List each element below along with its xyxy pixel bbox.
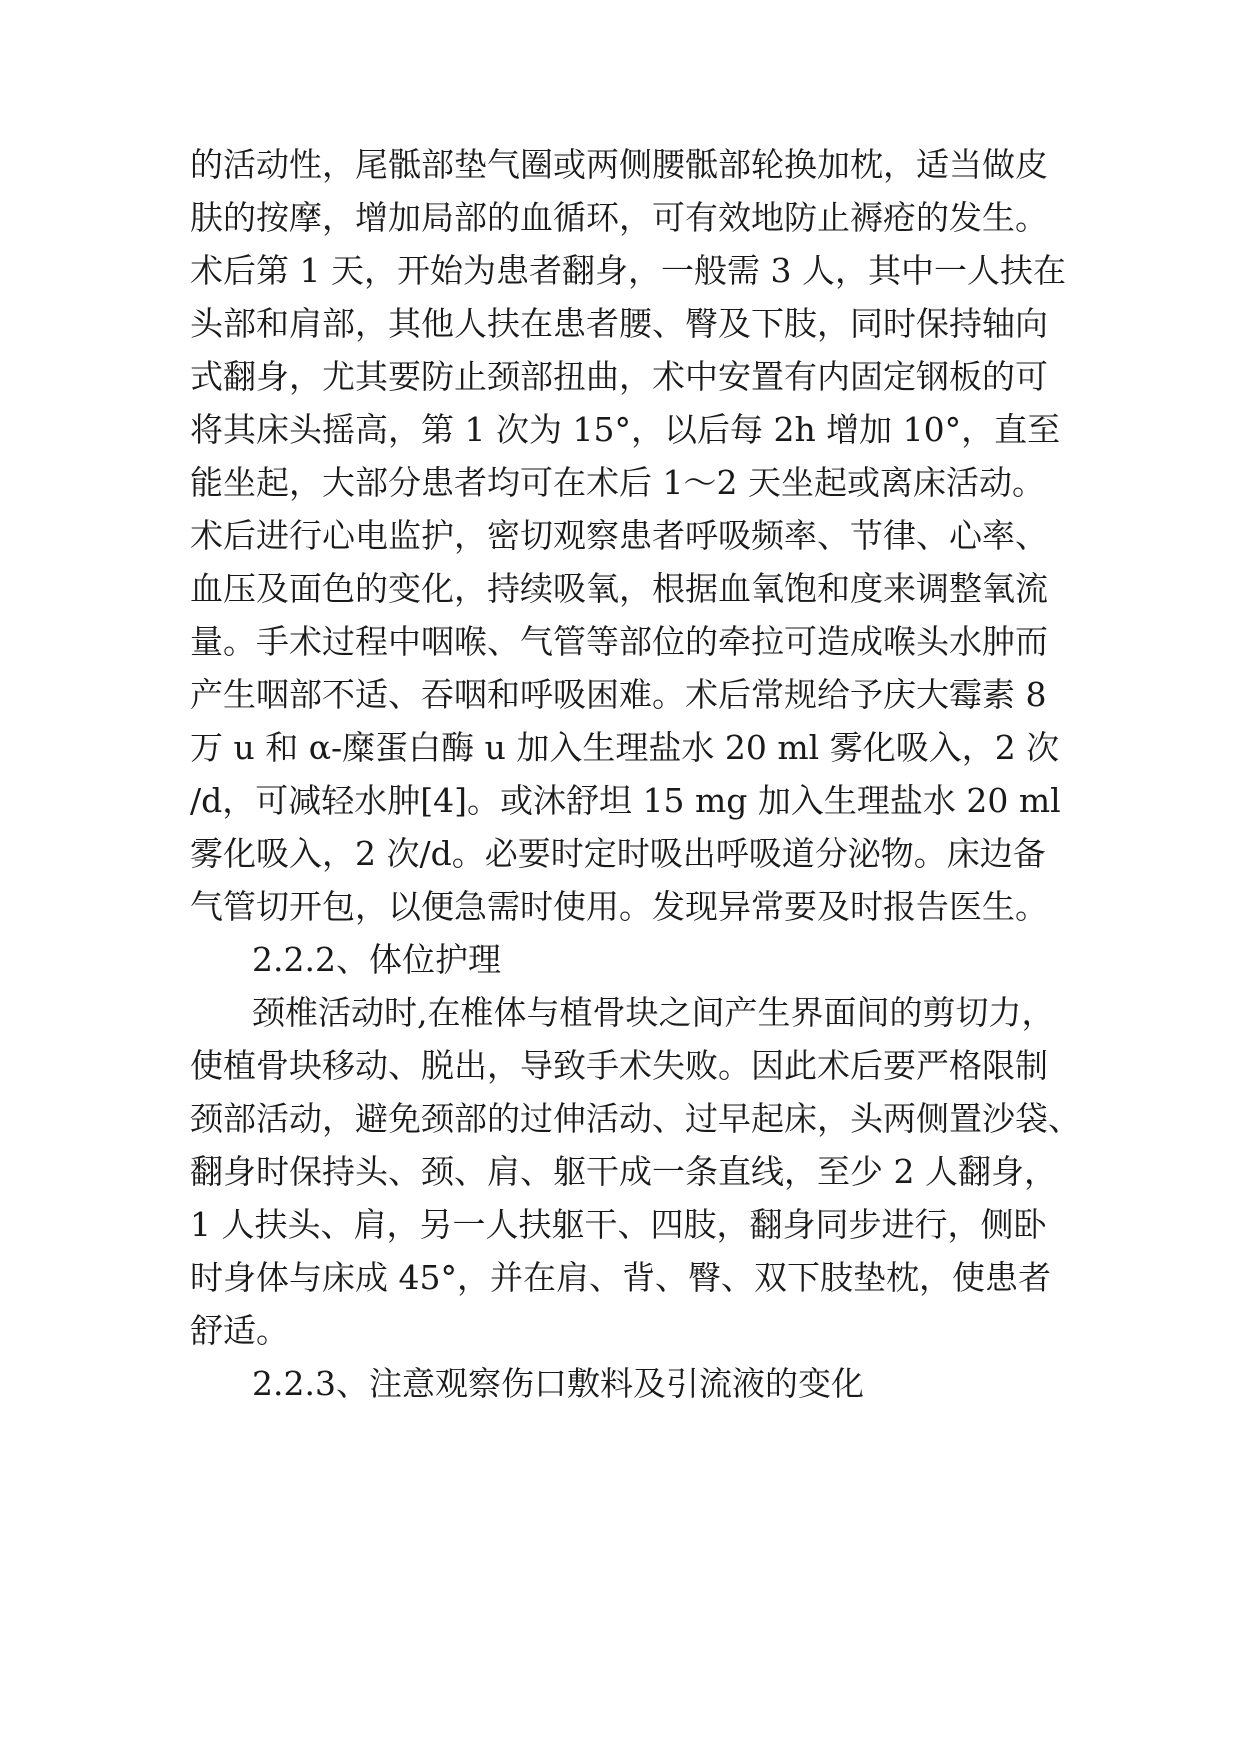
text-line: 气管切开包，以便急需时使用。发现异常要及时报告医生。	[190, 887, 1048, 926]
text-line: 头部和肩部，其他人扶在患者腰、臀及下肢，同时保持轴向	[190, 304, 1048, 343]
text-line: 舒适。	[190, 1311, 289, 1350]
text-line: /d，可减轻水肿[4]。或沐舒坦 15 mg 加入生理盐水 20 ml	[190, 781, 1061, 820]
text-line: 翻身时保持头、颈、肩、躯干成一条直线，至少 2 人翻身，	[190, 1152, 1057, 1191]
text-line: 肤的按摩，增加局部的血循环，可有效地防止褥疮的发生。	[190, 198, 1048, 237]
text-line: 式翻身，尤其要防止颈部扭曲，术中安置有内固定钢板的可	[190, 357, 1048, 396]
text-line: 1 人扶头、肩，另一人扶躯干、四肢，翻身同步进行，侧卧	[190, 1205, 1047, 1244]
text-line: 颈部活动，避免颈部的过伸活动、过早起床，头两侧置沙袋、	[190, 1099, 1081, 1138]
section-heading: 2.2.3、注意观察伤口敷料及引流液的变化	[252, 1364, 864, 1403]
text-line: 使植骨块移动、脱出，导致手术失败。因此术后要严格限制	[190, 1046, 1048, 1085]
text-line: 万 u 和 α-糜蛋白酶 u 加入生理盐水 20 ml 雾化吸入，2 次	[190, 728, 1060, 767]
text-line: 术后第 1 天，开始为患者翻身，一般需 3 人，其中一人扶在	[190, 251, 1066, 290]
text-line: 产生咽部不适、吞咽和呼吸困难。术后常规给予庆大霉素 8	[190, 675, 1047, 714]
text-line: 术后进行心电监护，密切观察患者呼吸频率、节律、心率、	[190, 516, 1048, 555]
text-line: 将其床头摇高，第 1 次为 15°，以后每 2h 增加 10°，直至	[190, 410, 1061, 449]
text-line: 颈椎活动时,在椎体与植骨块之间产生界面间的剪切力，	[252, 993, 1055, 1032]
text-line: 时身体与床成 45°，并在肩、背、臀、双下肢垫枕，使患者	[190, 1258, 1051, 1297]
text-line: 量。手术过程中咽喉、气管等部位的牵拉可造成喉头水肿而	[190, 622, 1048, 661]
text-line: 的活动性，尾骶部垫气圈或两侧腰骶部轮换加枕，适当做皮	[190, 145, 1048, 184]
text-line: 血压及面色的变化，持续吸氧，根据血氧饱和度来调整氧流	[190, 569, 1048, 608]
text-line: 雾化吸入，2 次/d。必要时定时吸出呼吸道分泌物。床边备	[190, 834, 1046, 873]
section-heading: 2.2.2、体位护理	[252, 940, 501, 979]
text-line: 能坐起，大部分患者均可在术后 1～2 天坐起或离床活动。	[190, 463, 1045, 502]
